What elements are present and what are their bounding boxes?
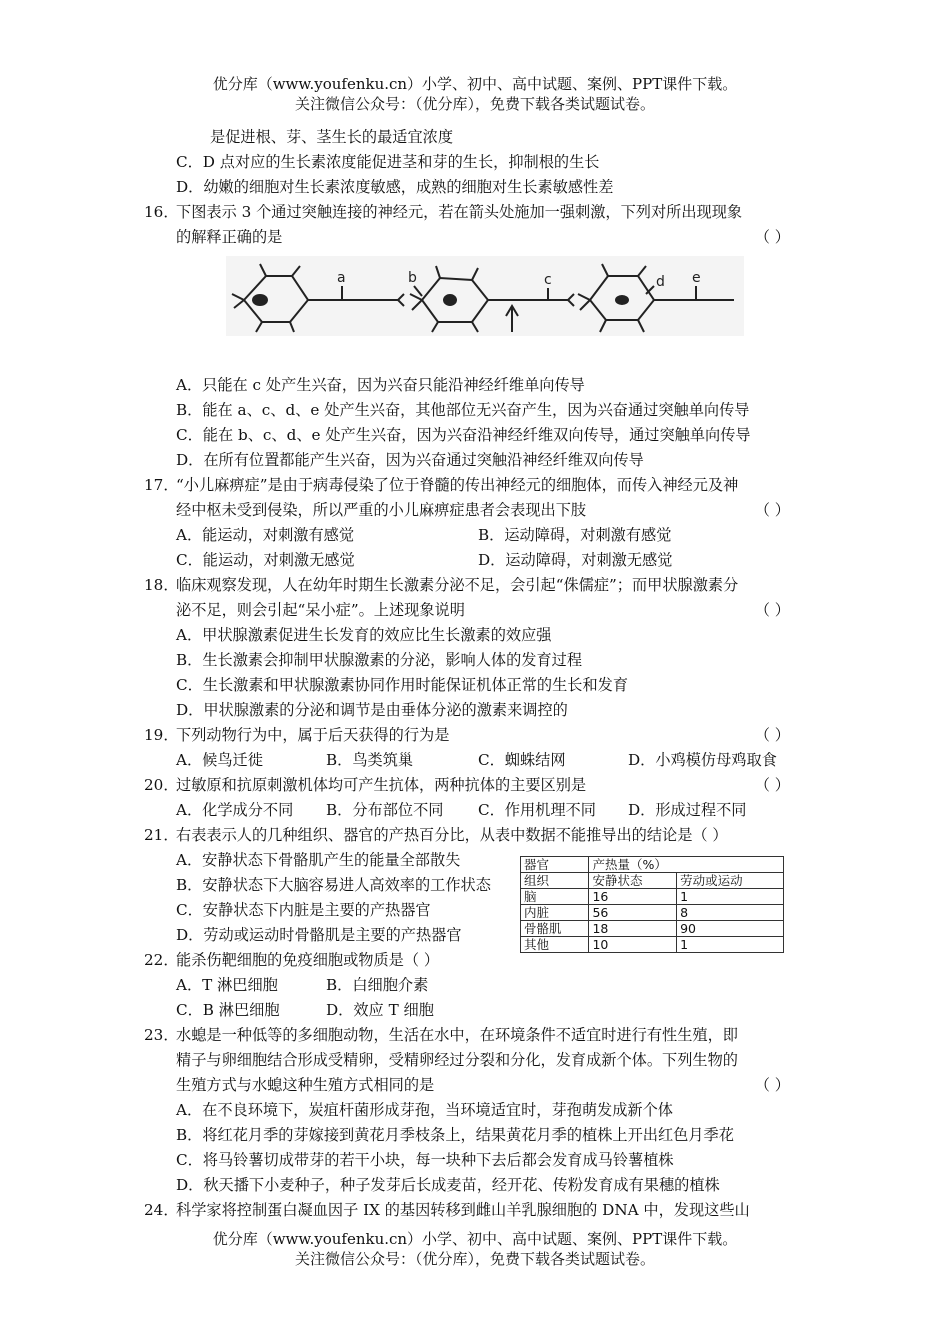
table-cell: 8	[677, 905, 784, 921]
table-cell: 56	[589, 905, 677, 921]
q23-stem-line-3: 生殖方式与水螅这种生殖方式相同的是	[176, 1076, 435, 1094]
q20-stem: 过敏原和抗原刺激机体均可产生抗体，两种抗体的主要区别是	[176, 776, 587, 794]
table-header-row	[521, 857, 784, 873]
q19-option-d: D．小鸡模仿母鸡取食	[628, 751, 777, 769]
q19-answer-paren: （ ）	[754, 726, 790, 744]
table-cell: 18	[589, 921, 677, 937]
table-cell: 1	[677, 937, 784, 953]
q22-option-d: D．效应 T 细胞	[326, 1001, 434, 1019]
q22-option-b: B．白细胞介素	[326, 976, 429, 994]
q21-option-b: B．安静状态下大脑容易进人高效率的工作状态	[176, 876, 491, 894]
q20-option-c: C．作用机理不同	[478, 801, 596, 819]
header-line-2: 关注微信公众号：（优分库），免费下载各类试题试卷。	[294, 95, 655, 113]
q22-stem: 能杀伤靶细胞的免疫细胞或物质是（ ）	[176, 951, 440, 969]
table-row	[521, 889, 784, 905]
q21-option-d: D．劳动或运动时骨骼肌是主要的产热器官	[176, 926, 462, 944]
table-row	[521, 905, 784, 921]
q15-option-d: D．幼嫩的细胞对生长素浓度敏感，成熟的细胞对生长素敏感性差	[176, 178, 614, 196]
table-row	[521, 937, 784, 953]
synapse-2-end	[568, 294, 574, 306]
q15-option-c: C．D 点对应的生长素浓度能促进茎和芽的生长，抑制根的生长	[176, 153, 600, 171]
q19-number: 19．	[144, 726, 179, 744]
q24-stem-line-1: 科学家将控制蛋白凝血因子 IX 的基因转移到雌山羊乳腺细胞的 DNA 中，发现这些山	[176, 1201, 750, 1219]
q18-number: 18．	[144, 576, 179, 594]
footer-line-1: 优分库（www.youfenku.cn）小学、初中、高中试题、案例、PPT课件下载。	[212, 1230, 738, 1248]
q16-option-a: A．只能在 c 处产生兴奋，因为兴奋只能沿神经纤维单向传导	[176, 376, 585, 394]
q18-stem-line-1: 临床观察发现，人在幼年时期生长激素分泌不足，会引起“侏儒症”；而甲状腺激素分	[176, 576, 739, 594]
q24-number: 24．	[144, 1201, 179, 1219]
q16-stem-line-2: 的解释正确的是	[176, 228, 283, 246]
table-header-heat: 产热量（%）	[589, 857, 784, 873]
q16-number: 16．	[144, 203, 179, 221]
q17-stem-line-1: “小儿麻痹症”是由于病毒侵染了位于脊髓的传出神经元的细胞体，而传入神经元及神	[176, 476, 739, 494]
synapse-1-end	[398, 294, 404, 306]
table-cell: 内脏	[521, 905, 589, 921]
q20-option-a: A．化学成分不同	[176, 801, 294, 819]
neuron-diagram	[226, 256, 744, 336]
q18-option-c: C．生长激素和甲状腺激素协同作用时能保证机体正常的生长和发育	[176, 676, 629, 694]
q18-option-d: D．甲状腺激素的分泌和调节是由垂体分泌的激素来调控的	[176, 701, 568, 719]
q15-continuation-line: 是促进根、芽、茎生长的最适宜浓度	[210, 128, 453, 146]
table-header-tissue: 组织	[521, 873, 589, 889]
q16-option-d: D．在所有位置都能产生兴奋，因为兴奋通过突触沿神经纤维双向传导	[176, 451, 644, 469]
neuron-1-nucleus	[253, 295, 267, 305]
q23-option-b: B．将红花月季的芽嫁接到黄花月季枝条上，结果黄花月季的植株上开出红色月季花	[176, 1126, 734, 1144]
header-line-1: 优分库（www.youfenku.cn）小学、初中、高中试题、案例、PPT课件下载。	[212, 75, 738, 93]
table-cell: 16	[589, 889, 677, 905]
q16-option-b: B．能在 a、c、d、e 处产生兴奋，其他部位无兴奋产生，因为兴奋通过突触单向传导	[176, 401, 750, 419]
neuron-2-nucleus	[444, 295, 456, 305]
q21-option-c: C．安静状态下内脏是主要的产热器官	[176, 901, 431, 919]
footer-line-2: 关注微信公众号：（优分库），免费下载各类试题试卷。	[294, 1250, 655, 1268]
q17-option-a: A．能运动，对刺激有感觉	[176, 526, 355, 544]
label-b: b	[408, 270, 417, 286]
q23-option-a: A．在不良环境下，炭疽杆菌形成芽孢，当环境适宜时，芽孢萌发成新个体	[176, 1101, 673, 1119]
label-c: c	[544, 272, 552, 288]
q16-stem-line-1: 下图表示 3 个通过突触连接的神经元，若在箭头处施加一强刺激，下列对所出现现象	[176, 203, 743, 221]
q22-number: 22．	[144, 951, 179, 969]
q23-option-c: C．将马铃薯切成带芽的若干小块，每一块种下去后都会发育成马铃薯植株	[176, 1151, 674, 1169]
table-header-exercise: 劳动或运动	[677, 873, 784, 889]
q21-option-a: A．安静状态下骨骼肌产生的能量全部散失	[176, 851, 461, 869]
q16-option-c: C．能在 b、c、d、e 处产生兴奋，因为兴奋沿神经纤维双向传导，通过突触单向传导	[176, 426, 751, 444]
q22-option-c: C．B 淋巴细胞	[176, 1001, 280, 1019]
table-cell: 1	[677, 889, 784, 905]
table-cell: 脑	[521, 889, 589, 905]
q20-answer-paren: （ ）	[754, 776, 790, 794]
heat-production-table	[520, 856, 784, 953]
q23-answer-paren: （ ）	[754, 1076, 790, 1094]
neuron-3-nucleus	[616, 296, 628, 304]
table-cell: 骨骼肌	[521, 921, 589, 937]
table-header-organ: 器官	[521, 857, 589, 873]
q22-option-a: A．T 淋巴细胞	[176, 976, 278, 994]
q23-option-d: D．秋天播下小麦种子，种子发芽后长成麦苗，经开花、传粉发育成有果穗的植株	[176, 1176, 720, 1194]
label-e: e	[692, 270, 701, 286]
q20-option-d: D．形成过程不同	[628, 801, 747, 819]
q18-stem-line-2: 泌不足，则会引起“呆小症”。上述现象说明	[176, 601, 465, 619]
q17-number: 17．	[144, 476, 179, 494]
q18-option-a: A．甲状腺激素促进生长发育的效应比生长激素的效应强	[176, 626, 552, 644]
neuron-diagram-svg	[226, 256, 744, 336]
q20-option-b: B．分布部位不同	[326, 801, 444, 819]
label-d: d	[656, 274, 665, 290]
q17-answer-paren: （ ）	[754, 501, 790, 519]
marker-b-tick	[414, 286, 422, 296]
table-subheader-row	[521, 873, 784, 889]
q19-stem: 下列动物行为中，属于后天获得的行为是	[176, 726, 450, 744]
table-header-rest: 安静状态	[589, 873, 677, 889]
q17-option-c: C．能运动，对刺激无感觉	[176, 551, 355, 569]
q20-number: 20．	[144, 776, 179, 794]
table-cell: 10	[589, 937, 677, 953]
q18-option-b: B．生长激素会抑制甲状腺激素的分泌，影响人体的发育过程	[176, 651, 583, 669]
q17-option-d: D．运动障碍，对刺激无感觉	[478, 551, 673, 569]
q19-option-c: C．蜘蛛结网	[478, 751, 566, 769]
q17-stem-line-2: 经中枢未受到侵染，所以严重的小儿麻痹症患者会表现出下肢	[176, 501, 587, 519]
q21-number: 21．	[144, 826, 179, 844]
q23-number: 23．	[144, 1026, 179, 1044]
q19-option-b: B．鸟类筑巢	[326, 751, 414, 769]
q23-stem-line-1: 水螅是一种低等的多细胞动物，生活在水中，在环境条件不适宜时进行有性生殖，即	[176, 1026, 738, 1044]
q16-answer-paren: （ ）	[754, 228, 790, 246]
neuron-3-dendrites	[578, 264, 646, 332]
table-cell: 其他	[521, 937, 589, 953]
q18-answer-paren: （ ）	[754, 601, 790, 619]
q19-option-a: A．候鸟迁徙	[176, 751, 263, 769]
table-row	[521, 921, 784, 937]
q21-stem: 右表表示人的几种组织、器官的产热百分比，从表中数据不能推导出的结论是（ ）	[176, 826, 728, 844]
q23-stem-line-2: 精子与卵细胞结合形成受精卵，受精卵经过分裂和分化，发育成新个体。下列生物的	[176, 1051, 738, 1069]
q17-option-b: B．运动障碍，对刺激有感觉	[478, 526, 672, 544]
table-cell: 90	[677, 921, 784, 937]
label-a: a	[337, 270, 346, 286]
